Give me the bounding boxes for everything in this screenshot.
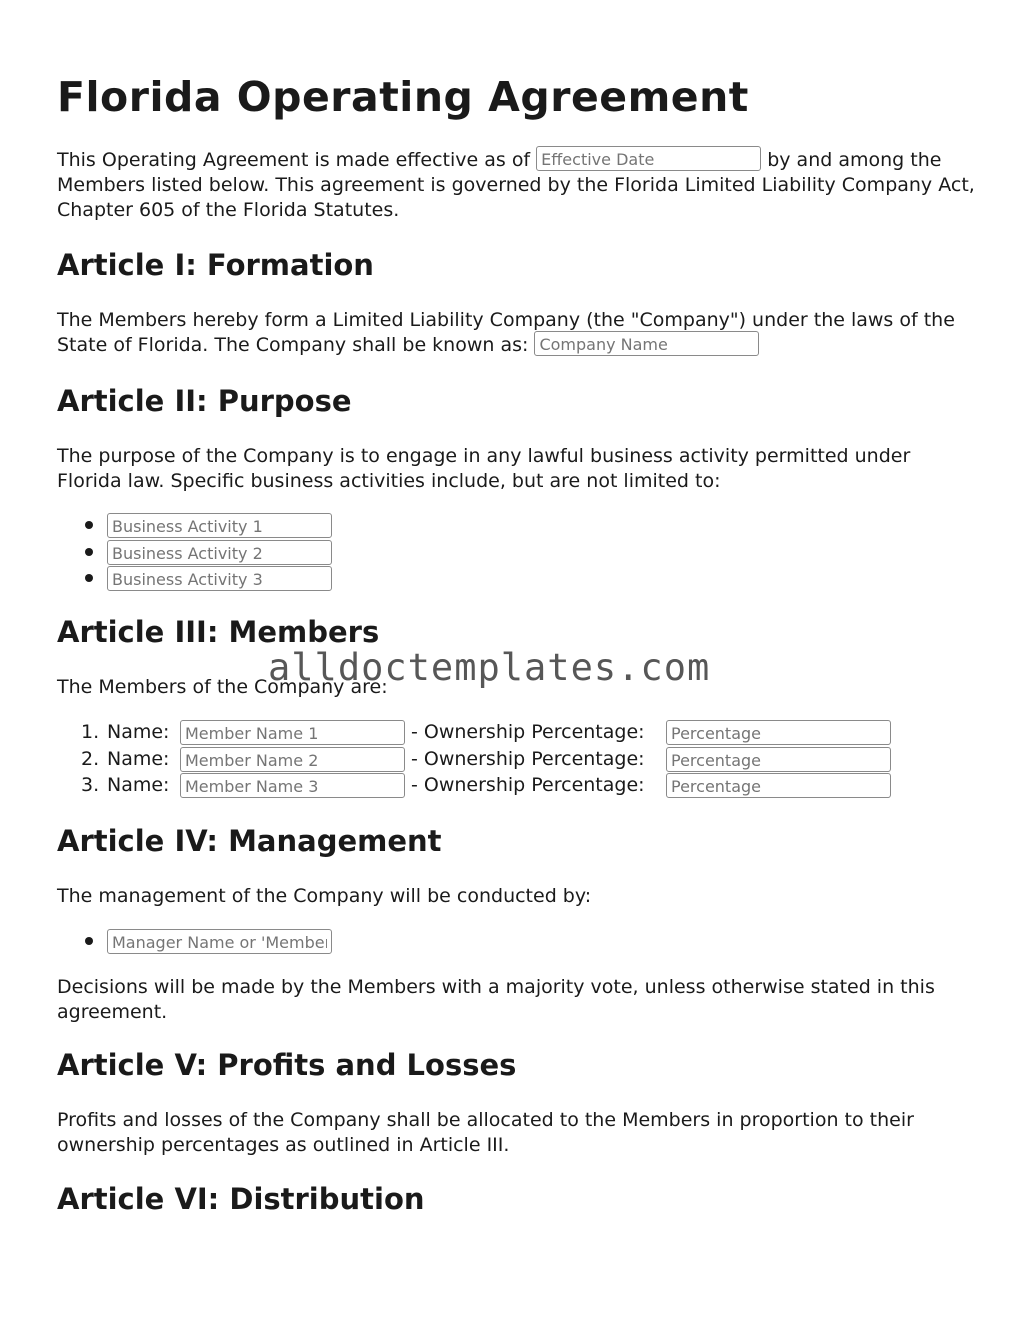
member-name-2-input[interactable]	[180, 747, 405, 772]
watermark-text: alldoctemplates.com	[268, 646, 711, 689]
member-percentage-1-input[interactable]	[666, 720, 891, 745]
document-title: Florida Operating Agreement	[57, 73, 749, 121]
member-number: 1.	[81, 721, 100, 743]
bullet-icon	[85, 548, 93, 556]
member-percentage-2-input[interactable]	[666, 747, 891, 772]
article-2-paragraph: The purpose of the Company is to engage in any lawful business activity permitted under Florida law. Specific business activities include, but are not limited to:	[57, 445, 911, 492]
bullet-icon	[85, 937, 93, 945]
article-2-heading: Article II: Purpose	[57, 384, 352, 418]
name-label: Name:	[107, 721, 170, 743]
article-1-paragraph	[57, 308, 977, 358]
ownership-label: - Ownership Percentage:	[411, 721, 645, 743]
member-name-1-input[interactable]	[180, 720, 405, 745]
article-5-paragraph: Profits and losses of the Company shall be allocated to the Members in proportion to their ownership percentages as outlined in Article III.	[57, 1109, 914, 1156]
ownership-label: - Ownership Percentage:	[411, 774, 645, 796]
article-4-paragraph: The management of the Company will be conducted by:	[57, 885, 592, 907]
article-5-heading: Article V: Profits and Losses	[57, 1048, 517, 1082]
effective-date-input[interactable]	[536, 146, 761, 171]
article-6-heading: Article VI: Distribution	[57, 1182, 425, 1216]
company-name-input[interactable]	[534, 331, 759, 356]
article-3-paragraph: The Members of the Company are:	[57, 676, 388, 698]
intro-text-after: by and among the Members listed below. This agreement is governed by the Florida Limited Liability Company Act, Chapter 605 of the Florida Statutes.	[57, 149, 975, 221]
bullet-icon	[85, 521, 93, 529]
decisions-paragraph: Decisions will be made by the Members with a majority vote, unless otherwise stated in this agreement.	[57, 976, 935, 1023]
business-activity-3-input[interactable]	[107, 566, 332, 591]
business-activity-1-input[interactable]	[107, 513, 332, 538]
business-activity-2-input[interactable]	[107, 540, 332, 565]
name-label: Name:	[107, 774, 170, 796]
member-number: 3.	[81, 774, 100, 796]
bullet-icon	[85, 574, 93, 582]
member-number: 2.	[81, 747, 100, 770]
member-percentage-3-input[interactable]	[666, 773, 891, 798]
intro-text-before: This Operating Agreement is made effective as of	[57, 149, 537, 171]
intro-paragraph	[57, 148, 977, 222]
name-label: Name:	[107, 747, 170, 770]
article-1-text: The Members hereby form a Limited Liability Company (the "Company") under the laws of the State of Florida. The Company shall be known as:	[57, 309, 955, 356]
article-3-heading: Article III: Members	[57, 615, 380, 649]
manager-name-input[interactable]	[107, 929, 332, 954]
article-1-heading: Article I: Formation	[57, 248, 374, 282]
member-name-3-input[interactable]	[180, 773, 405, 798]
ownership-label: - Ownership Percentage:	[411, 747, 645, 770]
article-4-heading: Article IV: Management	[57, 824, 442, 858]
